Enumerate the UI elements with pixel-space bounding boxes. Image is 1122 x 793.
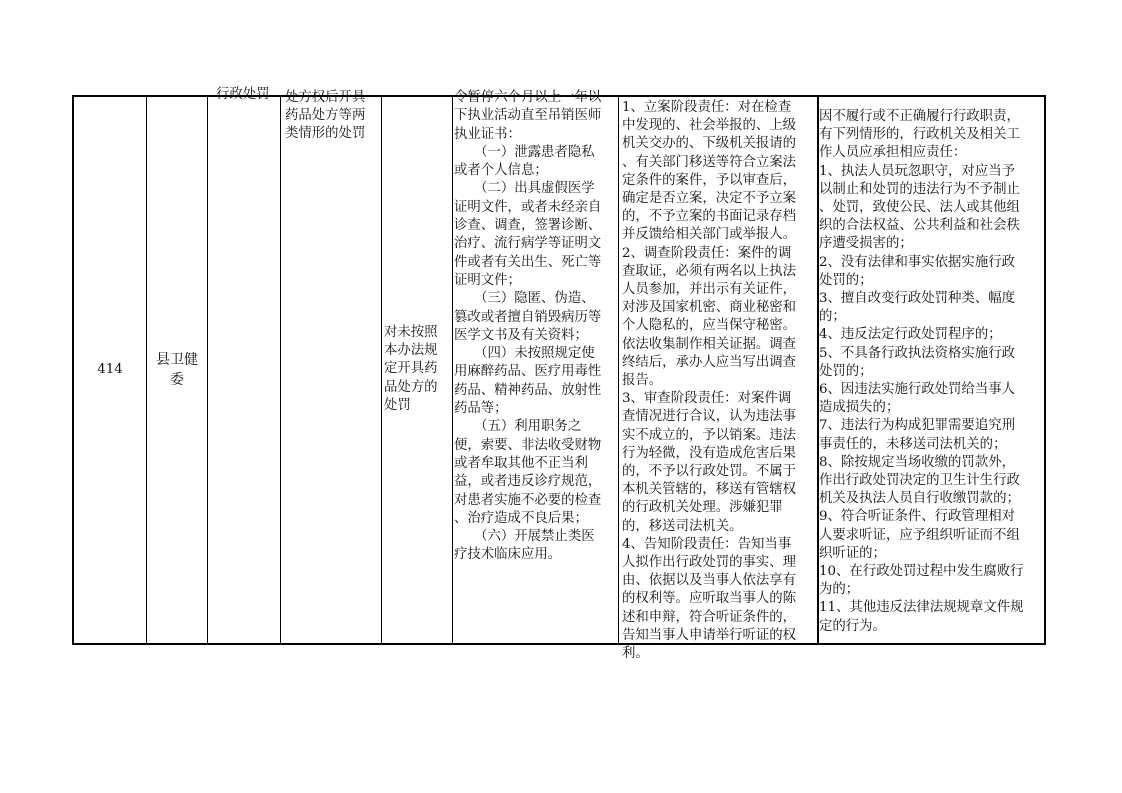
grid-line xyxy=(618,97,619,643)
item-name-text: 处方权后开具 药品处方等两 类情形的处罚 xyxy=(285,90,366,142)
accountability-cell xyxy=(818,97,1046,643)
grid-line xyxy=(817,97,819,643)
item-name-cell xyxy=(281,90,381,643)
legal-basis-cell xyxy=(453,90,618,643)
serial-number-cell xyxy=(74,97,146,643)
responsibility-text: 1、立案阶段责任：对在检查 中发现的、社会举报的、上级 机关交办的、下级机关报请的 、有关部门移送等符合立案法 定条件的案件，予以审查后， 确定是否立案，决定不予立案 的，不予立案的书面记录存档 并反馈给相关部门或举报人。 2、调查阶段责任：案件的调 查取证，必须有两名以上执法 人员参加，并出示有关证件， 对涉及国家机密、商业秘密和 个人隐私的，应当保守秘密。 依法收集制作相关证据。调查 终结后，承办人应当写出调查 报告。 3、审查阶段责任：对案件调 查情况进行合议，认为违法事 实不成立的，予以销案。违法 行为轻微，没有造成危害后果 的，不予以行政处罚。不属于 本机关管辖的，移送有管辖权 的行政机关处理。涉嫌犯罪 的，移送司法机关。 4、告知阶段责任：告知当事 人拟作出行政处罚的事实、理 由、依据以及当事人依法享有 的权利等。应听取当事人的陈 述和申辩，符合听证条件的， 告知当事人申请举行听证的权 利。 xyxy=(622,100,797,662)
sub-item-cell xyxy=(382,97,452,643)
department: 县卫健 委 xyxy=(156,352,198,388)
category-text: 行政处罚 xyxy=(216,87,270,102)
category-cell xyxy=(208,87,280,643)
department-cell xyxy=(147,97,207,643)
legal-basis-text: 令暂停六个月以上一年以 下执业活动直至吊销医师 执业证书： （一）泄露患者隐私 或者个人信息； （二）出具虚假医学 证明文件，或者未经亲自 诊查、调查，签署诊断、 治疗、流行病学等证明文 件或者有关出生、死亡等 证明文件； （三）隐匿、伪造、 篡改或者擅自销毁病历等 医学文书及有关资料； （四）未按照规定使 用麻醉药品、医疗用毒性 药品、精神药品、放射性 药品等； （五）利用职务之 便，索要、非法收受财物 或者牟取其他不正当利 益，或者违反诊疗规范， 对患者实施不必要的检查 、治疗造成不良后果； （六）开展禁止类医 疗技术临床应用。 xyxy=(454,90,602,563)
grid-line xyxy=(280,97,281,643)
grid-line xyxy=(381,97,382,643)
sub-item-text: 对未按照 本办法规 定开具药 品处方的 处罚 xyxy=(384,325,438,413)
serial-number: 414 xyxy=(97,361,123,377)
responsibility-cell xyxy=(621,97,816,662)
table-sheet xyxy=(72,87,1046,662)
grid-line xyxy=(207,97,208,643)
accountability-text: 因不履行或不正确履行行政职责， 有下列情形的，行政机关及相关工 作人员应承担相应责任： 1、执法人员玩忽职守，对应当予 以制止和处罚的违法行为不予制止 、处罚，致使公民、法人或其他组 织的合法权益、公共利益和社会秩 序遭受损害的； 2、没有法律和事实依据实施行政 处罚的； 3、擅自改变行政处罚种类、幅度 的； 4、违反法定行政处罚程序的； 5、不具备行政执法资格实施行政 处罚的； 6、因违法实施行政处罚给当事人 造成损失的； 7、违法行为构成犯罪需要追究刑 事责任的，未移送司法机关的； 8、除按规定当场收缴的罚款外， 作出行政处罚决定的卫生计生行政 机关及执法人员自行收缴罚款的； 9、符合听证条件、行政管理相对 人要求听证，应予组织听证而不组 织听证的； 10、在行政处罚过程中发生腐败行 为的； 11、其他违反法律法规规章文件规 定的行为。 xyxy=(819,109,1024,634)
grid-line xyxy=(146,97,147,643)
grid-line xyxy=(452,97,453,643)
